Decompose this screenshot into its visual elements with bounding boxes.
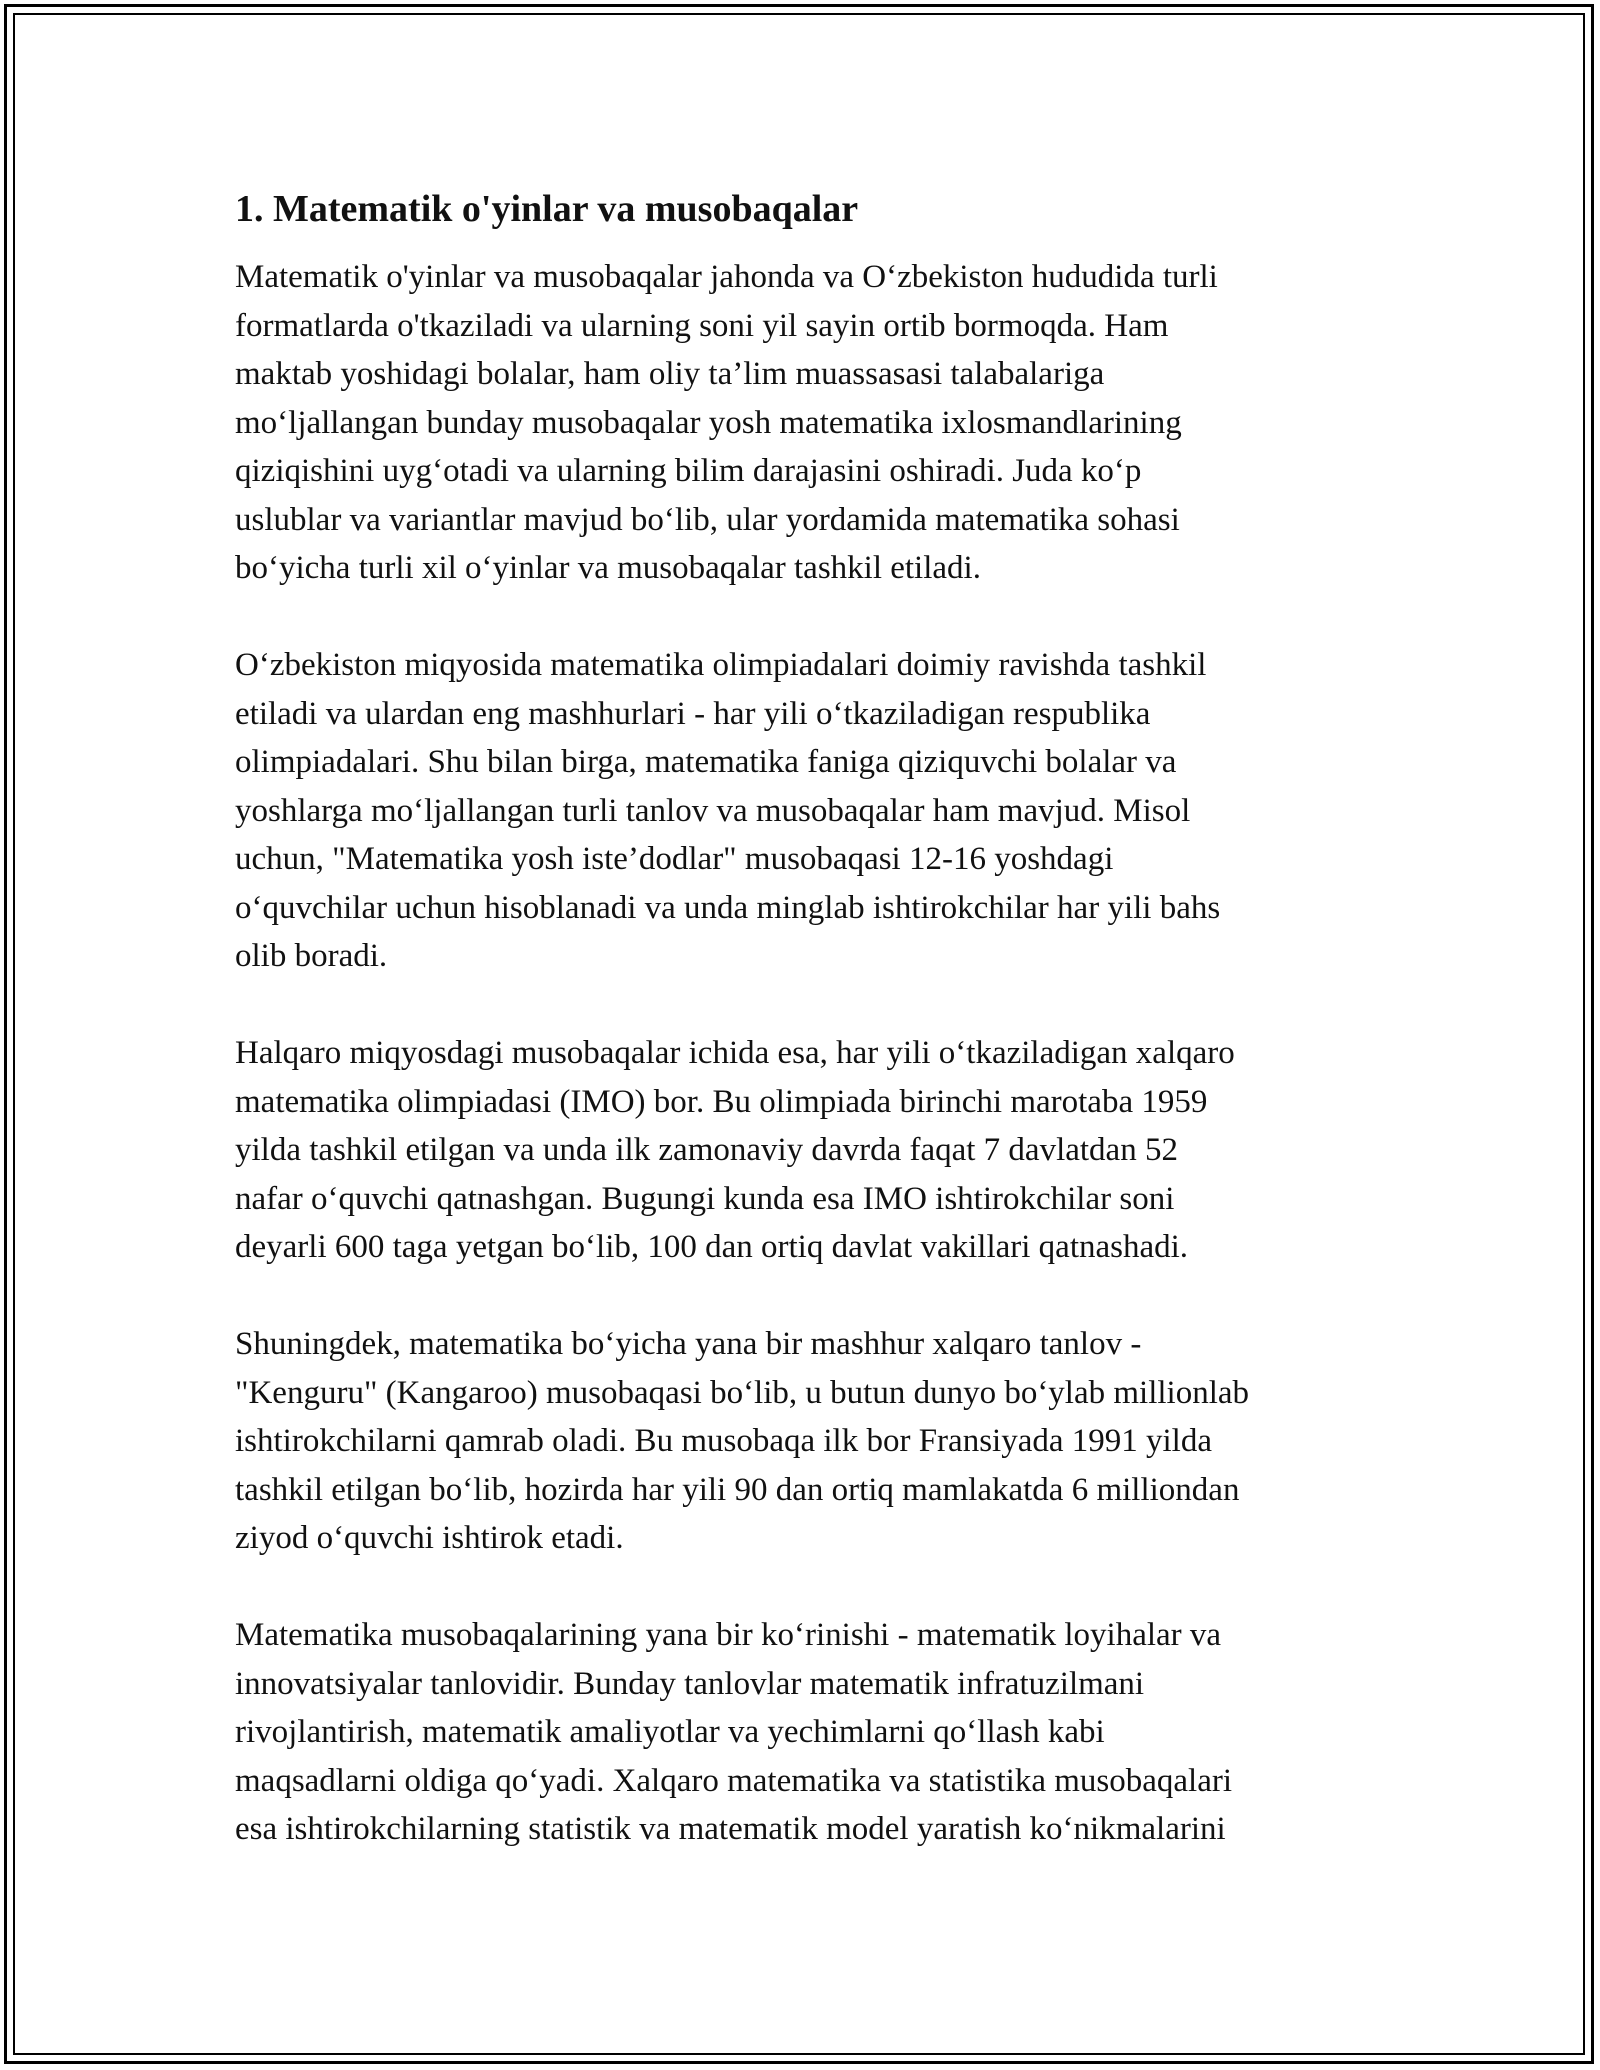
paragraph-2 <box>235 641 1375 981</box>
section-heading: 1. Matematik o'yinlar va musobaqalar <box>235 188 859 230</box>
text-line: Matematika musobaqalarining yana bir ko‘rinishi - matematik loyihalar va <box>235 1617 1222 1653</box>
text-line: uslublar va variantlar mavjud bo‘lib, ular yordamida matematika sohasi <box>235 501 1180 538</box>
text-line: maqsadlarni oldiga qo‘yadi. Xalqaro matematika va statistika musobaqalari <box>235 1762 1233 1799</box>
text-line: olib boradi. <box>235 938 388 974</box>
text-line: uchun, "Matematika yosh iste’dodlar" musobaqasi 12-16 yoshdagi <box>235 841 1114 877</box>
paragraph-1 <box>235 253 1375 593</box>
text-line: olimpiadalari. Shu bilan birga, matematika faniga qiziquvchi bolalar va <box>235 744 1177 780</box>
text-line: Matematik o'yinlar va musobaqalar jahonda va O‘zbekiston hududida turli <box>235 259 1218 295</box>
text-line: o‘quvchilar uchun hisoblanadi va unda minglab ishtirokchilar har yili bahs <box>235 889 1221 926</box>
text-line: rivojlantirish, matematik amaliyotlar va yechimlarni qo‘llash kabi <box>235 1714 1105 1750</box>
text-line: O‘zbekiston miqyosida matematika olimpiadalari doimiy ravishda tashkil <box>235 647 1207 683</box>
paragraph-5 <box>235 1611 1375 1854</box>
text-line: qiziqishini uyg‘otadi va ularning bilim darajasini oshiradi. Juda ko‘p <box>235 453 1142 489</box>
text-line: ziyod o‘quvchi ishtirok etadi. <box>235 1520 624 1556</box>
text-line: matematika olimpiadasi (IMO) bor. Bu olimpiada birinchi marotaba 1959 <box>235 1083 1208 1120</box>
text-line: bo‘yicha turli xil o‘yinlar va musobaqalar tashkil etiladi. <box>235 550 981 586</box>
text-line: Shuningdek, matematika bo‘yicha yana bir mashhur xalqaro tanlov - <box>235 1326 1142 1362</box>
paragraph-3 <box>235 1029 1375 1272</box>
text-line: formatlarda o'tkaziladi va ularning soni yil sayin ortib bormoqda. Ham <box>235 307 1169 344</box>
text-line: deyarli 600 taga yetgan bo‘lib, 100 dan ortiq davlat vakillari qatnashadi. <box>235 1229 1189 1265</box>
text-line: ishtirokchilarni qamrab oladi. Bu musobaqa ilk bor Fransiyada 1991 yilda <box>235 1423 1212 1459</box>
text-line: etiladi va ulardan eng mashhurlari - har yili o‘tkaziladigan respublika <box>235 695 1151 732</box>
text-line: nafar o‘quvchi qatnashgan. Bugungi kunda esa IMO ishtirokchilar soni <box>235 1180 1175 1217</box>
text-line: maktab yoshidagi bolalar, ham oliy ta’lim muassasasi talabalariga <box>235 356 1105 392</box>
text-line: tashkil etilgan bo‘lib, hozirda har yili 90 dan ortiq mamlakatda 6 milliondan <box>235 1471 1240 1508</box>
document-body <box>235 185 1375 1902</box>
paragraph-4 <box>235 1320 1375 1563</box>
text-line: "Kenguru" (Kangaroo) musobaqasi bo‘lib, u butun dunyo bo‘ylab millionlab <box>235 1374 1250 1411</box>
text-line: esa ishtirokchilarning statistik va matematik model yaratish ko‘nikmalarini <box>235 1811 1226 1847</box>
text-line: mo‘ljallangan bunday musobaqalar yosh matematika ixlosmandlarining <box>235 404 1182 441</box>
text-line: innovatsiyalar tanlovidir. Bunday tanlovlar matematik infratuzilmani <box>235 1665 1145 1702</box>
text-line: yilda tashkil etilgan va unda ilk zamonaviy davrda faqat 7 davlatdan 52 <box>235 1132 1178 1168</box>
text-line: yoshlarga mo‘ljallangan turli tanlov va musobaqalar ham mavjud. Misol <box>235 792 1191 829</box>
text-line: Halqaro miqyosdagi musobaqalar ichida esa, har yili o‘tkaziladigan xalqaro <box>235 1035 1235 1071</box>
